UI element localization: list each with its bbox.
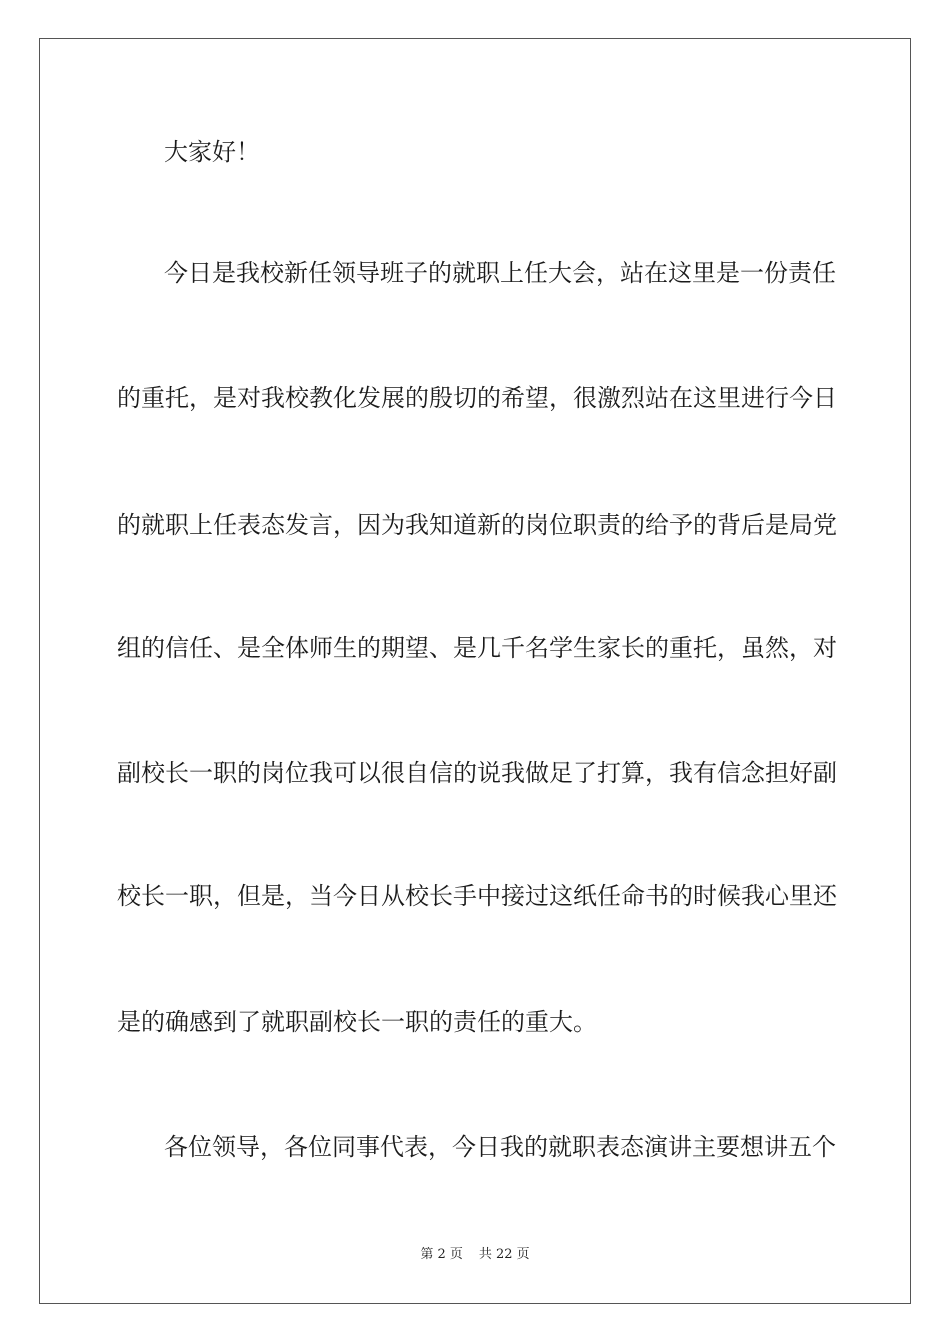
- paragraph-1-line-2: 的重托，是对我校教化发展的殷切的希望，很激烈站在这里进行今日: [117, 384, 837, 412]
- paragraph-1-line-1: 今日是我校新任领导班子的就职上任大会，站在这里是一份责任: [164, 259, 836, 287]
- paragraph-1-line-4: 组的信任、是全体师生的期望、是几千名学生家长的重托，虽然，对: [117, 634, 837, 662]
- paragraph-1-line-7: 是的确感到了就职副校长一职的责任的重大。: [117, 1008, 597, 1036]
- paragraph-2-line-1: 各位领导，各位同事代表，今日我的就职表态演讲主要想讲五个: [164, 1133, 836, 1161]
- page-number: 第 2 页: [420, 1247, 463, 1262]
- page-border: [39, 38, 911, 1304]
- paragraph-1-line-6: 校长一职，但是，当今日从校长手中接过这纸任命书的时候我心里还: [117, 882, 837, 910]
- page-footer: [0, 1246, 950, 1264]
- paragraph-1-line-5: 副校长一职的岗位我可以很自信的说我做足了打算，我有信念担好副: [117, 759, 837, 787]
- greeting-line: 大家好！: [164, 138, 260, 166]
- paragraph-1-line-3: 的就职上任表态发言，因为我知道新的岗位职责的给予的背后是局党: [117, 511, 837, 539]
- page-total: 共 22 页: [478, 1247, 530, 1262]
